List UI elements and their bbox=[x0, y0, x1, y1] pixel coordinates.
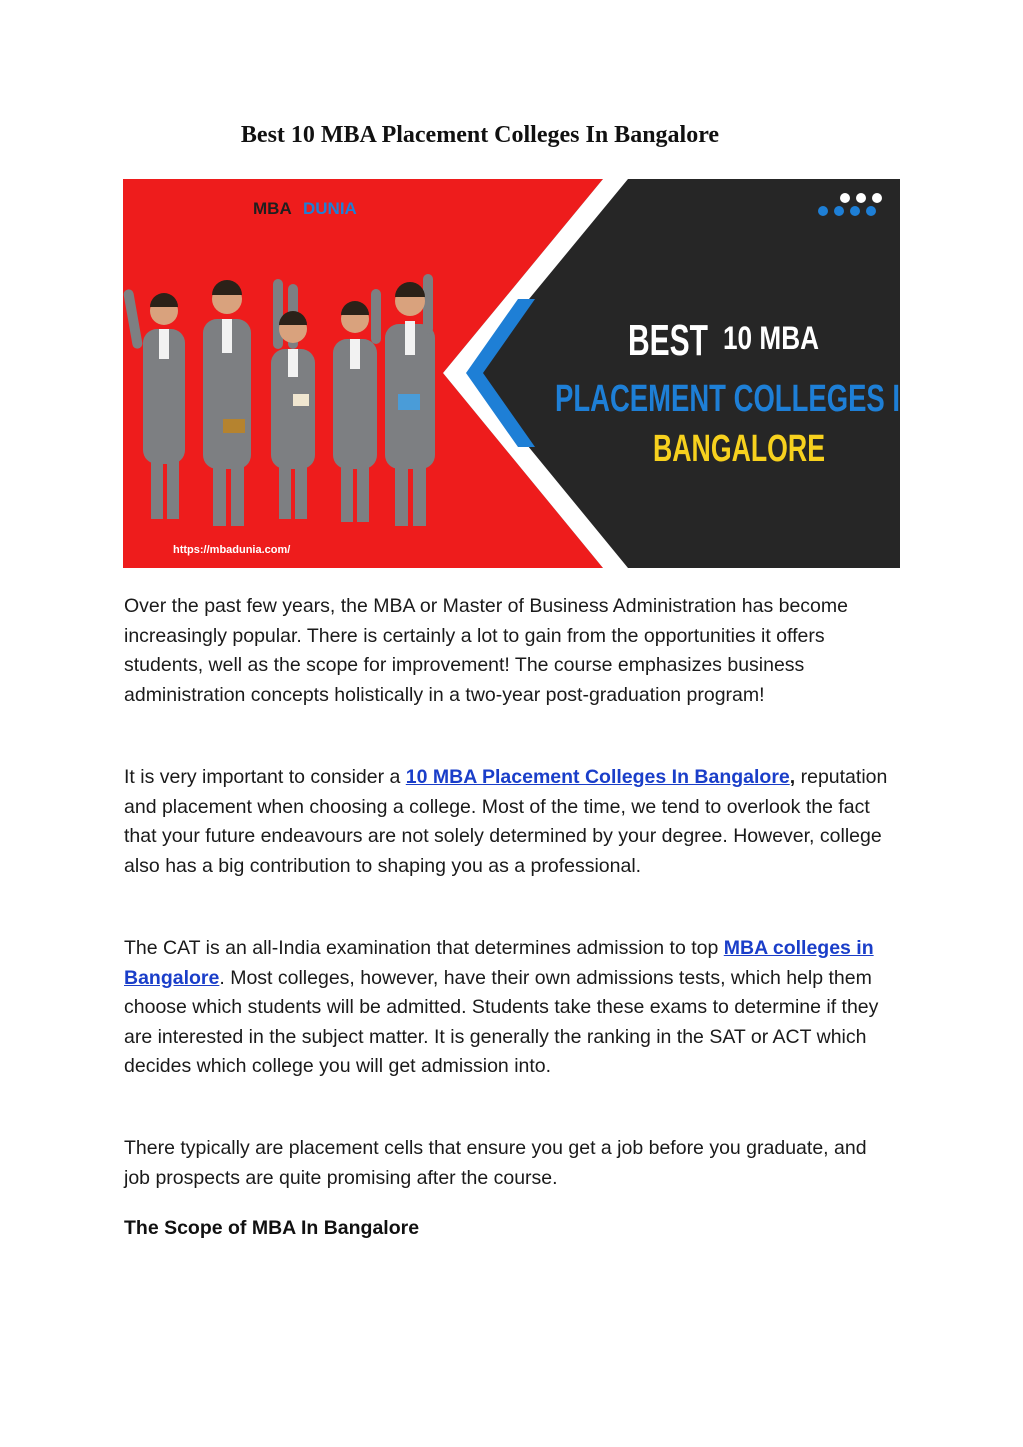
page-title: Best 10 MBA Placement Colleges In Bangalore bbox=[240, 122, 720, 148]
banner-image bbox=[123, 179, 900, 568]
brand-dunia: DUNIA bbox=[303, 199, 357, 218]
brand-mba: MBA bbox=[253, 199, 292, 218]
mba-colleges-link[interactable]: MBA colleges in Bangalore bbox=[124, 937, 874, 989]
headline-best: BEST bbox=[628, 316, 709, 365]
headline-city: BANGALORE bbox=[653, 428, 825, 470]
paragraph-consider-comma: , bbox=[789, 766, 796, 788]
paragraph-cat bbox=[124, 934, 894, 1082]
paragraph-intro-text: Over the past few years, the MBA or Master of Business Administration has become increasingly popular. There is certainly a lot to gain from the opportunities it offers students, well as the scope for improvement! The course emphasizes business administration concepts holistically in a two-year post-graduation program! bbox=[124, 595, 848, 706]
paragraph-placement bbox=[124, 1134, 894, 1193]
paragraph-cat-rest: . Most colleges, however, have their own admissions tests, which help them choose which students will be admitted. Students take these exams to determine if they are interested in the subject matter. It is generally the ranking in the SAT or ACT which decides which college you will get admission into. bbox=[124, 966, 879, 1077]
paragraph-consider-lead: It is very important to consider a bbox=[124, 766, 406, 788]
paragraph-consider bbox=[124, 763, 894, 881]
section-heading: The Scope of MBA In Bangalore bbox=[124, 1217, 420, 1239]
paragraph-cat-lead: The CAT is an all-India examination that determines admission to top bbox=[124, 937, 724, 959]
banner-url: https://mbadunia.com/ bbox=[173, 544, 291, 556]
placement-colleges-link[interactable]: 10 MBA Placement Colleges In Bangalore bbox=[405, 766, 790, 788]
paragraph-consider-rest: reputation and placement when choosing a college. Most of the time, we tend to overlook the fact that your future endeavours are not solely determined by your degree. However, college also has a big contribution to shaping you as a professional. bbox=[124, 766, 888, 877]
headline-10mba: 10 MBA bbox=[723, 320, 819, 356]
headline-placement: PLACEMENT COLLEGES I bbox=[555, 378, 900, 420]
paragraph-intro bbox=[124, 592, 894, 710]
paragraph-placement-text: There typically are placement cells that ensure you get a job before you graduate, and job prospects are quite promising after the course. bbox=[124, 1137, 867, 1189]
